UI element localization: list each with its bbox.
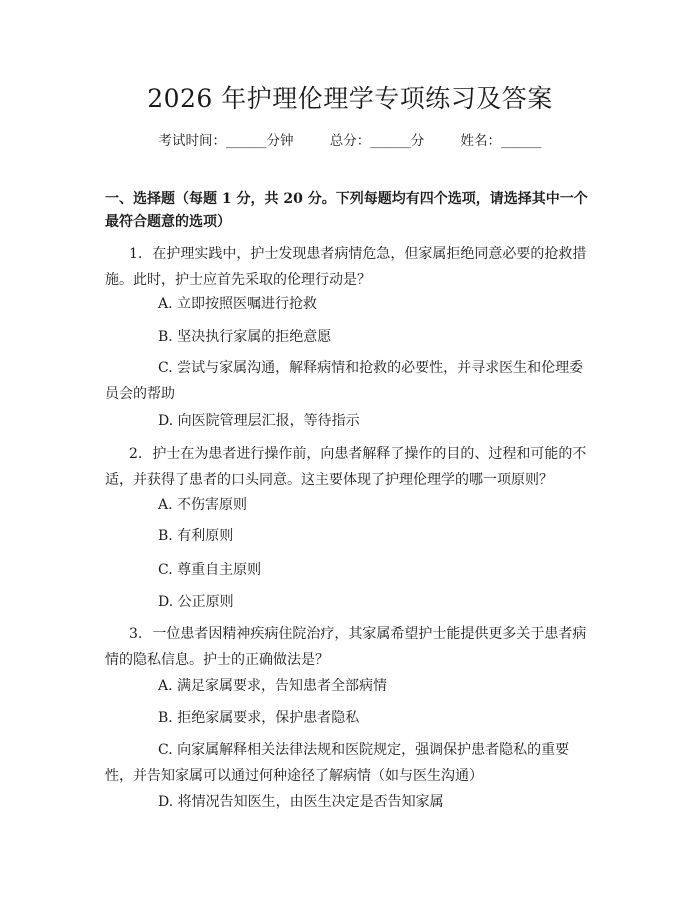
student-name: 姓名：______ xyxy=(460,133,542,149)
document-title: 2026 年护理伦理学专项练习及答案 xyxy=(147,84,553,113)
question-number: 1. xyxy=(129,246,143,262)
option: B. 拒绝家属要求，保护患者隐私 xyxy=(158,710,360,726)
question-stem xyxy=(105,241,595,293)
question-stem xyxy=(105,621,595,673)
question-number: 3. xyxy=(129,626,143,642)
exam-time: 考试时间：______分钟 xyxy=(158,133,294,149)
option: A. 不伤害原则 xyxy=(158,497,248,513)
option: A. 立即按照医嘱进行抢救 xyxy=(158,296,318,312)
option: B. 有利原则 xyxy=(158,528,234,544)
question-text: 一位患者因精神疾病住院治疗，其家属希望护士能提供更多关于患者病情的隐私信息。护士的正确做法是？ xyxy=(105,626,587,668)
option: D. 公正原则 xyxy=(158,594,234,610)
total-score: 总分：______分 xyxy=(329,133,425,149)
section-heading: 一、选择题（每题 1 分，共 20 分。下列每题均有四个选项，请选择其中一个最符合题意的选项） xyxy=(105,191,588,230)
question-number: 2. xyxy=(129,446,143,462)
question-stem xyxy=(105,441,595,493)
option: C. 尊重自主原则 xyxy=(158,562,262,578)
option: C. 尝试与家属沟通，解释病情和抢救的必要性，并寻求医生和伦理委员会的帮助 xyxy=(105,360,584,402)
exam-meta xyxy=(0,130,700,152)
option: D. 向医院管理层汇报，等待指示 xyxy=(158,413,360,429)
question-text: 在护理实践中，护士发现患者病情危急，但家属拒绝同意必要的抢救措施。此时，护士应首先采取的伦理行动是？ xyxy=(105,246,587,288)
option: C. 向家属解释相关法律法规和医院规定，强调保护患者隐私的重要性，并告知家属可以通过何种途径了解病情（如与医生沟通） xyxy=(105,742,570,784)
option: B. 坚决执行家属的拒绝意愿 xyxy=(158,329,332,345)
option: D. 将情况告知医生，由医生决定是否告知家属 xyxy=(158,794,444,810)
question-text: 护士在为患者进行操作前，向患者解释了操作的目的、过程和可能的不适，并获得了患者的口头同意。这主要体现了护理伦理学的哪一项原则？ xyxy=(105,446,587,488)
option: A. 满足家属要求，告知患者全部病情 xyxy=(158,678,388,694)
